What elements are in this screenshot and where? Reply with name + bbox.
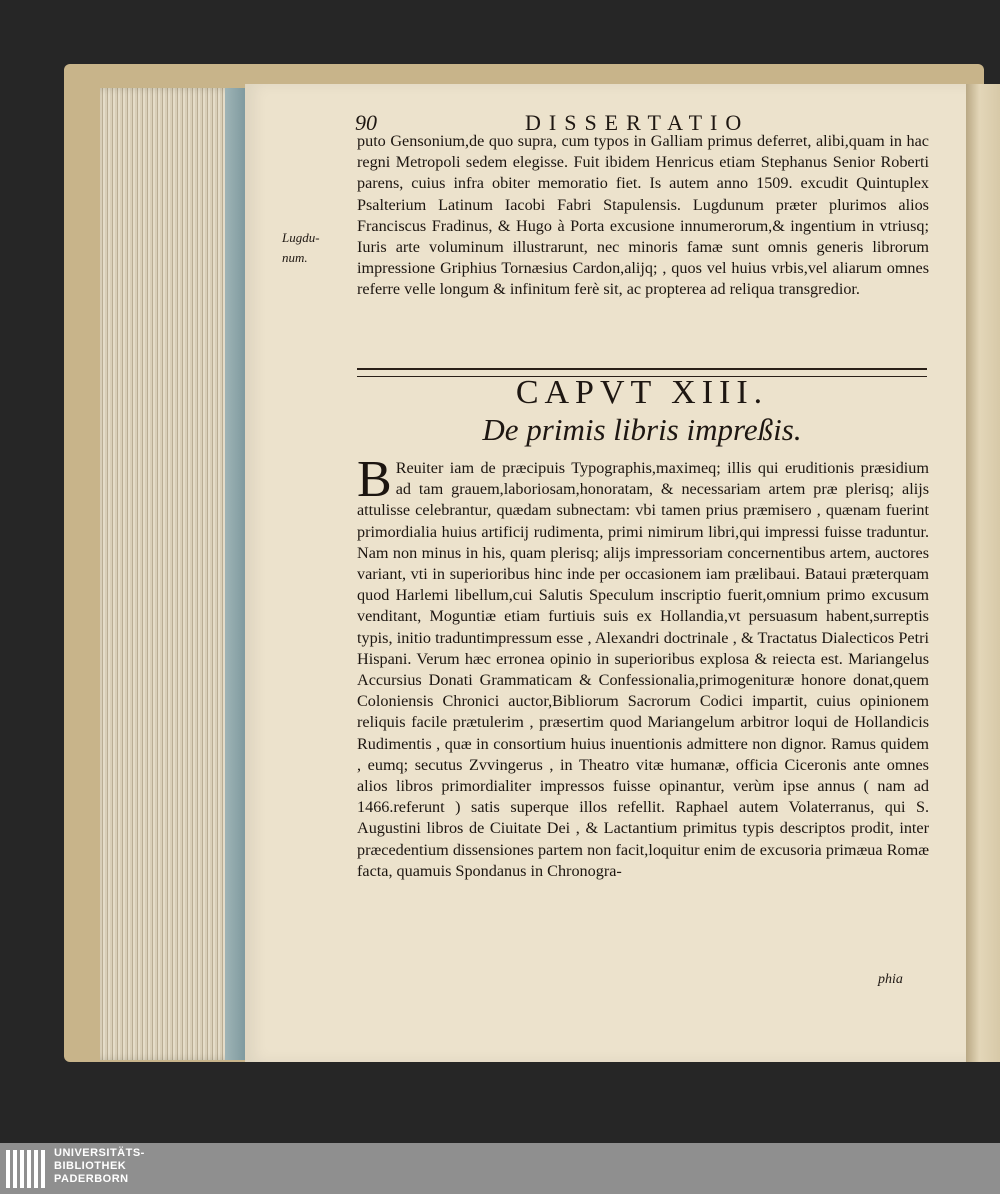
top-paragraph: puto Gensonium,de quo supra, cum typos in Galliam primus deferret, alibi,quam in hac regni Metropoli sedem elegisse. Fuit ibidem Henricus etiam Stephanus Senior Roberti parens, cuius infra obiter memoratio fiet. Is autem anno 1509. excudit Quintuplex Psalterium Latinum Iacobi Fabri Stapulensis. Lugdunum præter plurimos alios Franciscus Fradinus, & Hugo à Porta excusione innumerorum,& ingentium in vtriusq; Iuris arte voluminum illustrarunt, nec minoris famæ sunt omnis generis librorum impressione Griphius Tornæsius Cardon,alijq; , quos vel huius vrbis,vel aliarum omnes referre velle longum & infinitum ferè sit, ac propterea ad reliqua transgredior. — [357, 132, 929, 299]
running-head: DISSERTATIO — [525, 110, 750, 135]
page-edge-tint — [225, 88, 245, 1060]
footer-bar — [0, 1143, 1000, 1194]
library-logo-icon — [6, 1150, 46, 1188]
library-name — [54, 1147, 145, 1186]
chapter-subtitle: De primis libris impreßis. — [482, 412, 802, 447]
page-edges — [100, 88, 245, 1060]
page-number: 90 — [355, 110, 377, 135]
drop-capital: B — [357, 451, 392, 508]
margin-note: Lugdu- num. — [282, 230, 320, 265]
library-name-line3: PADERBORN — [54, 1173, 129, 1185]
facing-page-edge — [966, 84, 1000, 1062]
main-paragraph — [357, 451, 929, 882]
chapter-title: CAPVT XIII. — [515, 374, 769, 411]
main-paragraph-text: Reuiter iam de præcipuis Typographis,maximeq; illis qui eruditionis præsidium ad tam grauem,laboriosam,honoratam, & necessariam artem præ plerisq; alijs attulisse celebrantur, quædam subnectam: vbi tamen prius præmisero , quænam fuerint primordialia huius artificij rudimenta, primi nimirum libri,qui impressi fuisse traduntur. Nam non minus in his, quam plerisq; alijs impressoriam concernentibus artem, auctores variant, vti in superioribus hinc inde per occasionem iam prælibaui. Bataui præterquam quod Harlemi libellum,cui Salutis Speculum inscriptio fuerit,omnium primo excusum venditant, Moguntiæ etiam furtiuis suis ex Hollandia,vt persuasum habent,surreptis typis, initio traduntimpressum esse , Alexandri doctrinale , & Tractatus Dialecticos Petri Hispani. Verum hæc erronea opinio in superioribus explosa & reiecta est. Mariangelus Accursius Donati Grammaticam & Confessionalia,primogenituræ honore donat,quem Coloniensis Chronici auctor,Bibliorum Sacrorum Codici impartit, cuius opinionem reliquis facile prætulerim , præsertim quod Mariangelum arbitror loqui de Hollandicis Rudimentis , quæ in consortium huius inuentionis admittere non dignor. Ramus quidem , eumq; secutus Zvvingerus , in Theatro vitæ humanæ, officia Ciceronis ante omnes alios libros primordialiter impressos fuisse opinantur, verùm ipse annus ( nam ad 1466.referunt ) satis superque illos refellit. Raphael autem Volaterranus, qui S. Augustini libros de Ciuitate Dei , & Lactantium primitus typis descriptos prodit, inter præcedentium dissensiones partem non facit,loquitur enim de excusoria primæua Romæ facta, quamuis Spondanus in Chronogra- — [357, 459, 929, 880]
library-name-line2: BIBLIOTHEK — [54, 1160, 127, 1172]
library-name-line1: UNIVERSITÄTS- — [54, 1147, 145, 1159]
catchword: phia — [878, 972, 903, 987]
